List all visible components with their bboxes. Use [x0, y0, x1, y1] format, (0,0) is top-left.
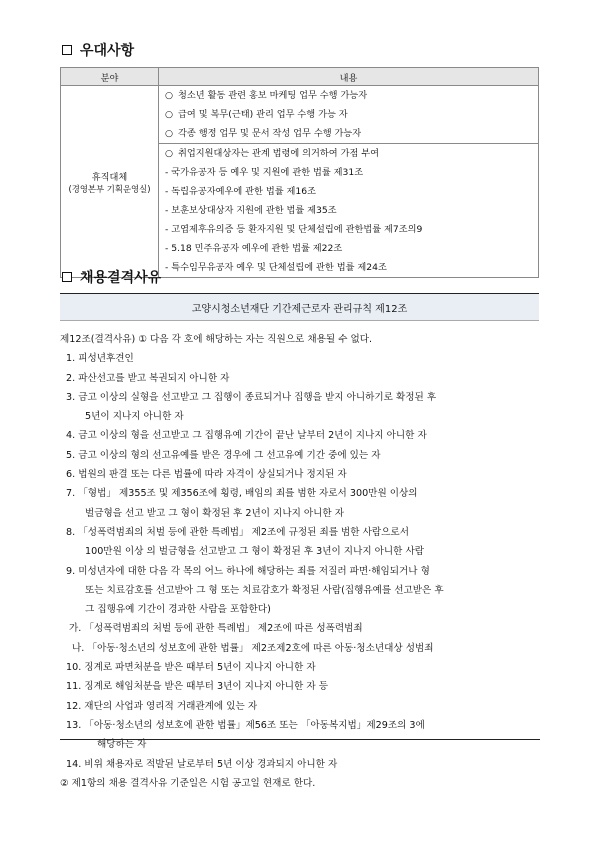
list-item: 1. 피성년후견인	[66, 353, 134, 365]
table-row	[61, 86, 539, 144]
preference-title: 우대사항	[80, 43, 135, 59]
field-name: 휴직대체	[91, 171, 128, 183]
article-heading: 제12조(결격사유)	[60, 334, 136, 345]
list-item: - 보훈보상대상자 지원에 관한 법률 제35조	[165, 205, 337, 216]
sub-list-item: 나. 「아동·청소년의 성보호에 관한 법률」 제2조제2호에 따른 아동·청소년대상 성범죄	[72, 642, 434, 654]
list-item: 2. 파산선고를 받고 복권되지 아니한 자	[66, 372, 230, 384]
list-item-continuation: 해당하는 자	[97, 739, 147, 751]
square-bullet-icon	[62, 45, 72, 55]
sub-list-item: 가. 「성폭력범죄의 처벌 등에 관한 특례법」 제2조에 따른 성폭력범죄	[69, 623, 363, 635]
list-item-continuation: 5년이 지나지 아니한 자	[85, 411, 184, 423]
article-intro-line	[60, 330, 542, 349]
rule-title-box	[60, 293, 539, 321]
list-item: - 5.18 민주유공자 예우에 관한 법률 제22조	[165, 243, 343, 254]
divider	[60, 739, 540, 740]
list-item-continuation: 100만원 이상 의 벌금형을 선고받고 그 형이 확정된 후 3년이 지나지 아니한 사람	[85, 546, 425, 558]
field-cell	[61, 86, 159, 278]
list-item-continuation: 벌금형을 선고 받고 그 형이 확정된 후 2년이 지나지 아니한 자	[85, 507, 345, 519]
table-header-row	[61, 68, 539, 86]
list-item: - 특수임무유공자 예우 및 단체설립에 관한 법률 제24조	[165, 262, 387, 273]
list-item: 4. 금고 이상의 형을 선고받고 그 집행유예 기간이 끝난 날부터 2년이 지나지 아니한 자	[66, 430, 427, 442]
preference-section-heading	[62, 40, 134, 60]
list-item: 8. 「성폭력범죄의 처벌 등에 관한 특례법」 제2조에 규정된 죄를 범한 사람으로서	[66, 526, 409, 538]
square-bullet-icon	[62, 272, 72, 282]
article-body	[60, 330, 542, 793]
list-item: 12. 재단의 사업과 영리적 거래관계에 있는 자	[66, 700, 258, 712]
list-item: 7. 「형법」 제355조 및 제356조에 횡령, 배임의 죄를 범한 자로서 300만원 이상의	[66, 488, 418, 500]
content-group-2	[159, 144, 539, 278]
rule-title: 고양시청소년재단 기간제근로자 관리규칙 제12조	[191, 303, 408, 315]
list-item-continuation: 또는 치료감호를 선고받아 그 형 또는 치료감호가 확정된 사람(집행유예를 선고받은 후	[85, 584, 444, 596]
list-item: ○ 취업지원대상자는 관계 법령에 의거하여 가점 부여	[165, 148, 380, 159]
header-content: 내용	[159, 68, 539, 86]
list-item: - 국가유공자 등 예우 및 지원에 관한 법률 제31조	[165, 167, 364, 178]
disqualification-title: 채용결격사유	[80, 270, 162, 286]
list-item: 11. 징계로 해임처분을 받은 때부터 3년이 지나지 아니한 자 등	[66, 681, 328, 693]
list-item: 5. 금고 이상의 형의 선고유예를 받은 경우에 그 선고유예 기간 중에 있는 자	[66, 449, 381, 461]
list-item: - 고엽제후유의증 등 환자지원 및 단체설립에 관한법률 제7조의9	[165, 224, 423, 235]
list-item: ○ 각종 행정 업무 및 문서 작성 업무 수행 가능자	[165, 128, 362, 139]
list-item: 14. 비위 채용자로 적발된 날로부터 5년 이상 경과되지 아니한 자	[66, 758, 338, 770]
list-item: 3. 금고 이상의 실형을 선고받고 그 집행이 종료되거나 집행을 받지 아니하기로 확정된 후	[66, 391, 437, 403]
header-field: 분야	[61, 68, 159, 86]
article-intro: ① 다음 각 호에 해당하는 자는 직원으로 채용될 수 없다.	[138, 334, 373, 345]
list-item-continuation: 그 집행유예 기간이 경과한 사람을 포함한다)	[85, 604, 271, 616]
list-item: ○ 급여 및 복무(근태) 관리 업무 수행 가능 자	[165, 109, 348, 120]
content-group-1	[159, 86, 539, 144]
list-item: - 독립유공자예우에 관한 법률 제16조	[165, 186, 316, 197]
list-item: 10. 징계로 파면처분을 받은 때부터 5년이 지나지 아니한 자	[66, 662, 316, 674]
list-item: 6. 법원의 판결 또는 다른 법률에 따라 자격이 상실되거나 정지된 자	[66, 469, 347, 481]
preference-table	[60, 67, 539, 278]
list-item: 13. 「아동·청소년의 성보호에 관한 법률」제56조 또는 「아동복지법」제29조의 3에	[66, 719, 425, 731]
list-item: ○ 청소년 활동 관련 홍보 마케팅 업무 수행 가능자	[165, 90, 368, 101]
field-department: (경영본부 기획운영실)	[68, 183, 151, 194]
disqualification-section-heading	[62, 267, 161, 287]
list-item: 9. 미성년자에 대한 다음 각 목의 어느 하나에 해당하는 죄를 저질러 파면·해임되거나 형	[66, 565, 430, 577]
article-closing: ② 제1항의 채용 결격사유 기준일은 시험 공고일 현재로 한다.	[60, 777, 316, 789]
